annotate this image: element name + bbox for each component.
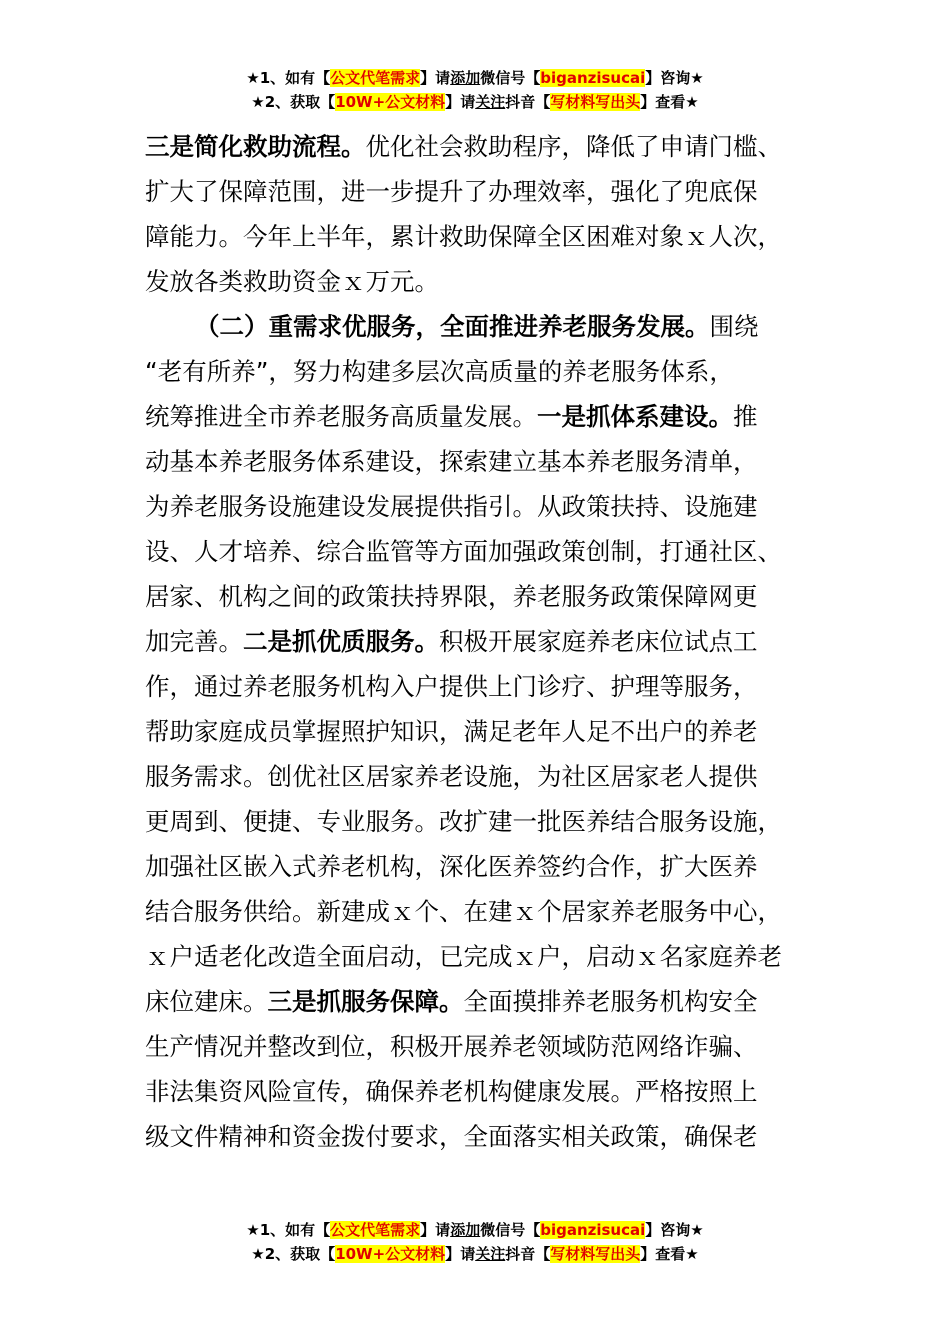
text-line: 生产情况并整改到位，积极开展养老领域防范网络诈骗、	[145, 1032, 758, 1061]
text-line: 更周到、便捷、专业服务。改扩建一批医养结合服务设施，	[145, 807, 782, 836]
banner-highlight: biganzisucai	[540, 1221, 646, 1239]
banner-text: 】咨询★	[645, 1221, 704, 1239]
section-heading: （二）重需求优服务，全面推进养老服务发展。	[195, 312, 710, 341]
banner-highlight: 公文代笔需求	[330, 1221, 421, 1239]
banner-highlight: 写材料写出头	[550, 93, 641, 111]
banner-highlight: biganzisucai	[540, 69, 646, 87]
text-line: 作，通过养老服务机构入户提供上门诊疗、护理等服务，	[145, 672, 758, 701]
banner-highlight: 10W+公文材料	[335, 93, 446, 111]
text-line: 结合服务供给。新建成ｘ个、在建ｘ个居家养老服务中心，	[145, 897, 782, 926]
banner-text: 】查看★	[640, 93, 699, 111]
banner-text: ★1、如有【	[246, 1221, 331, 1239]
banner-text: 】查看★	[640, 1245, 699, 1263]
banner-text: 抖音【	[505, 93, 551, 111]
text-line: 为养老服务设施建设发展提供指引。从政策扶持、设施建	[145, 492, 758, 521]
document-body	[145, 124, 810, 1159]
text-line	[145, 619, 810, 664]
banner-text: ★2、获取【	[251, 1245, 336, 1263]
banner-line-2	[0, 90, 950, 114]
body-text: 加完善。	[145, 627, 243, 656]
bold-heading: 三是简化救助流程。	[145, 132, 366, 161]
banner-underline: 关注	[475, 93, 506, 111]
footer-banner	[0, 1218, 950, 1266]
body-text: 积极开展家庭养老床位试点工	[439, 627, 758, 656]
text-line: 扩大了保障范围，进一步提升了办理效率，强化了兜底保	[145, 177, 758, 206]
text-line	[145, 979, 810, 1024]
text-line: 服务需求。创优社区居家养老设施，为社区居家老人提供	[145, 762, 758, 791]
banner-text: ★2、获取【	[251, 93, 336, 111]
text-line: “老有所养”，努力构建多层次高质量的养老服务体系，	[145, 357, 734, 386]
text-line	[145, 394, 810, 439]
text-line: ｘ户适老化改造全面启动，已完成ｘ户，启动ｘ名家庭养老	[145, 942, 782, 971]
banner-line-1	[0, 1218, 950, 1242]
banner-highlight: 公文代笔需求	[330, 69, 421, 87]
banner-text: 】请	[445, 93, 476, 111]
banner-text: 微信号【	[480, 69, 541, 87]
banner-line-1	[0, 66, 950, 90]
text-line: 加强社区嵌入式养老机构，深化医养签约合作，扩大医养	[145, 852, 758, 881]
header-banner	[0, 66, 950, 114]
banner-line-2	[0, 1242, 950, 1266]
body-text: 统筹推进全市养老服务高质量发展。	[145, 402, 537, 431]
text-line	[145, 124, 810, 169]
body-text: 全面摸排养老服务机构安全	[463, 987, 758, 1016]
banner-highlight: 写材料写出头	[550, 1245, 641, 1263]
text-line: 障能力。今年上半年，累计救助保障全区困难对象ｘ人次，	[145, 222, 782, 251]
banner-text: ★1、如有【	[246, 69, 331, 87]
banner-text: 】请	[420, 1221, 451, 1239]
body-text: 优化社会救助程序，降低了申请门槛、	[365, 132, 782, 161]
banner-text: 抖音【	[505, 1245, 551, 1263]
banner-underline: 关注	[475, 1245, 506, 1263]
banner-text: 】请	[420, 69, 451, 87]
body-text: 围绕	[709, 312, 759, 341]
body-text: 床位建床。	[145, 987, 268, 1016]
banner-underline: 添加	[450, 69, 481, 87]
banner-text: 】咨询★	[645, 69, 704, 87]
banner-text: 微信号【	[480, 1221, 541, 1239]
banner-underline: 添加	[450, 1221, 481, 1239]
text-line: 居家、机构之间的政策扶持界限，养老服务政策保障网更	[145, 582, 758, 611]
text-line: 帮助家庭成员掌握照护知识，满足老年人足不出户的养老	[145, 717, 758, 746]
bold-heading: 二是抓优质服务。	[243, 627, 439, 656]
text-line: 非法集资风险宣传，确保养老机构健康发展。严格按照上	[145, 1077, 758, 1106]
body-text: 推	[733, 402, 758, 431]
text-line: 设、人才培养、综合监管等方面加强政策创制，打通社区、	[145, 537, 782, 566]
banner-highlight: 10W+公文材料	[335, 1245, 446, 1263]
bold-heading: 三是抓服务保障。	[267, 987, 464, 1016]
bold-heading: 一是抓体系建设。	[537, 402, 733, 431]
text-line	[145, 304, 810, 349]
text-line: 动基本养老服务体系建设，探索建立基本养老服务清单，	[145, 447, 758, 476]
text-line: 级文件精神和资金拨付要求，全面落实相关政策，确保老	[145, 1122, 758, 1151]
banner-text: 】请	[445, 1245, 476, 1263]
text-line: 发放各类救助资金ｘ万元。	[145, 267, 439, 296]
